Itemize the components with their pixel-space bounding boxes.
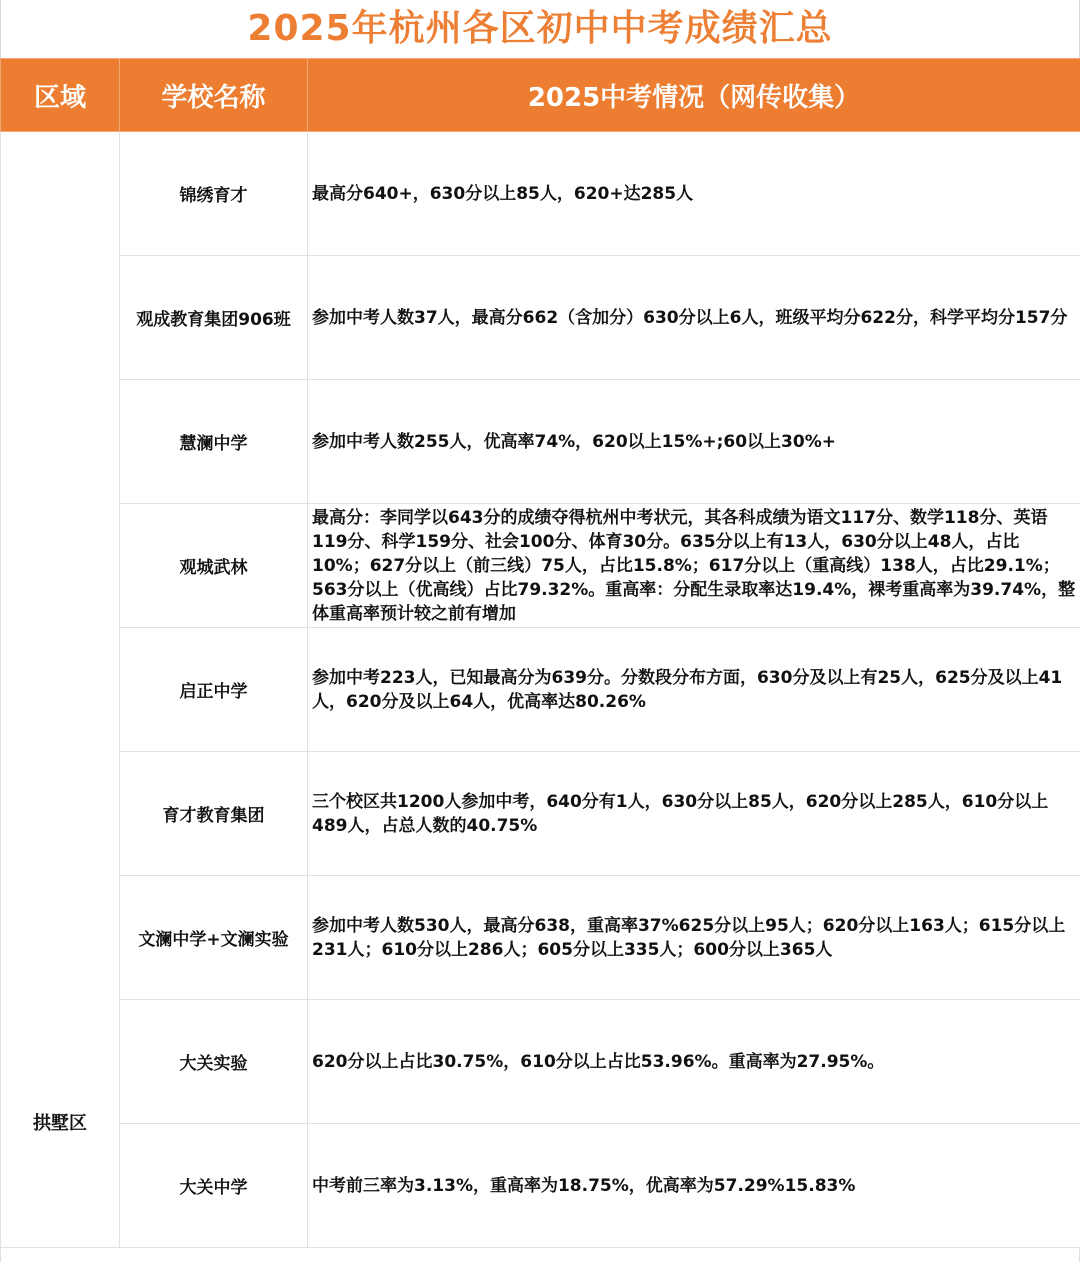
school-detail: 中考前三率为3.13%，重高率为18.75%，优高率为57.29%15.83% [308,1124,1080,1248]
school-name: 观成教育集团906班 [120,256,308,380]
school-detail: 参加中考人数255人，优高率74%，620以上15%+;60以上30%+ [308,380,1080,504]
school-detail: 三个校区共1200人参加中考，640分有1人，630分以上85人，620分以上285人，610分以上489人，占总人数的40.75% [308,752,1080,876]
column-header-region: 区域 [1,59,120,132]
school-name: 文澜中学+文澜实验 [120,876,308,1000]
table-row [1,1124,1080,1248]
column-header-detail: 2025中考情况（网传收集） [308,59,1080,132]
school-detail: 最高分：李同学以643分的成绩夺得杭州中考状元，其各科成绩为语文117分、数学118分、英语119分、科学159分、社会100分、体育30分。635分以上有13人，630分以上48人，占比10%；627分以上（前三线）75人，占比15.8%；617分以上（重高线）138人，占比29.1%；563分以上（优高线）占比79.32%。重高率：分配生录取率达19.4%，裸考重高率为39.74%，整体重高率预计较之前有增加 [308,504,1080,628]
school-name: 锦绣育才 [120,132,308,256]
table-row [1,628,1080,752]
school-name: 启正中学 [120,628,308,752]
school-name: 观城武林 [120,504,308,628]
page-title: 2025年杭州各区初中中考成绩汇总 [0,0,1080,58]
header-row [1,59,1080,132]
results-table [0,58,1080,1248]
school-name: 慧澜中学 [120,380,308,504]
table-row [1,1000,1080,1124]
table-row [1,132,1080,256]
school-detail: 参加中考人数37人，最高分662（含加分）630分以上6人，班级平均分622分，科学平均分157分 [308,256,1080,380]
school-detail: 参加中考223人，已知最高分为639分。分数段分布方面，630分及以上有25人，625分及以上41人，620分及以上64人，优高率达80.26% [308,628,1080,752]
school-detail: 最高分640+，630分以上85人，620+达285人 [308,132,1080,256]
school-name: 大关实验 [120,1000,308,1124]
table-row [1,256,1080,380]
table-row [1,380,1080,504]
table-row [1,876,1080,1000]
school-detail: 620分以上占比30.75%，610分以上占比53.96%。重高率为27.95%。 [308,1000,1080,1124]
school-name: 育才教育集团 [120,752,308,876]
table-row [1,504,1080,628]
region-cell: 拱墅区 [1,132,120,1248]
column-header-school: 学校名称 [120,59,308,132]
table-row [1,752,1080,876]
school-name: 大关中学 [120,1124,308,1248]
table-continuation [0,1248,1080,1262]
school-detail: 参加中考人数530人，最高分638，重高率37%625分以上95人；620分以上163人；615分以上231人；610分以上286人；605分以上335人；600分以上365人 [308,876,1080,1000]
